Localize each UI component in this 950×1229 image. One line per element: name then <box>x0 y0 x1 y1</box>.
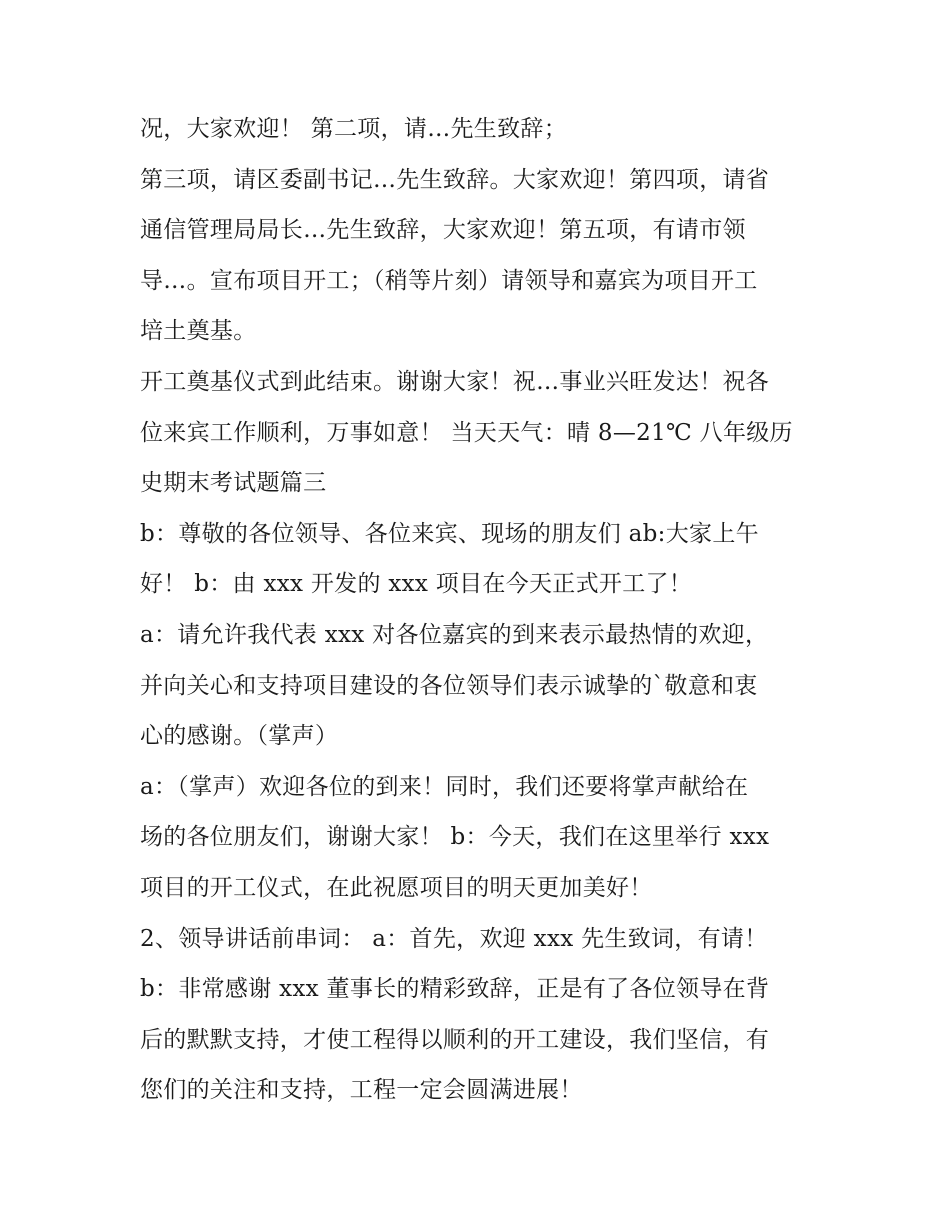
text-line: 况，大家欢迎！ 第二项，请…先生致辞； <box>140 116 568 142</box>
text-line: 位来宾工作顺利，万事如意！ 当天天气：晴 8—21℃ 八年级历 <box>140 419 793 446</box>
text-line: a：（掌声）欢迎各位的到来！同时，我们还要将掌声献给在 <box>140 773 749 800</box>
text-line: 开工奠基仪式到此结束。谢谢大家！祝…事业兴旺发达！祝各 <box>140 368 770 395</box>
text-line: 您们的关注和支持，工程一定会圆满进展！ <box>140 1077 583 1104</box>
text-line: b：尊敬的各位领导、各位来宾、现场的朋友们 ab:大家上午 <box>140 520 759 547</box>
document-body <box>140 104 820 1116</box>
text-line: 好！ b：由 xxx 开发的 xxx 项目在今天正式开工了！ <box>140 571 693 598</box>
text-line: 场的各位朋友们，谢谢大家！ b：今天，我们在这里举行 xxx <box>140 824 770 851</box>
text-line: 史期末考试题篇三 <box>140 470 327 497</box>
text-line: 2、领导讲话前串词： a：首先，欢迎 xxx 先生致词，有请！ <box>140 925 768 952</box>
text-line: b：非常感谢 xxx 董事长的精彩致辞，正是有了各位领导在背 <box>140 976 770 1003</box>
text-line: 后的默默支持，才使工程得以顺利的开工建设，我们坚信，有 <box>140 1026 770 1053</box>
text-line: a：请允许我代表 xxx 对各位嘉宾的到来表示最热情的欢迎， <box>140 621 769 648</box>
text-line: 第三项，请区委副书记…先生致辞。大家欢迎！第四项，请省 <box>140 166 770 193</box>
text-line: 培土奠基。 <box>140 318 257 345</box>
text-line: 并向关心和支持项目建设的各位领导们表示诚挚的`敬意和衷 <box>140 672 758 699</box>
text-line: 心的感谢。（掌声） <box>140 723 339 750</box>
text-line: 导…。宣布项目开工；（稍等片刻）请领导和嘉宾为项目开工 <box>140 267 758 294</box>
text-line: 通信管理局局长…先生致辞，大家欢迎！第五项，有请市领 <box>140 217 746 244</box>
text-line: 项目的开工仪式，在此祝愿项目的明天更加美好！ <box>140 874 653 901</box>
